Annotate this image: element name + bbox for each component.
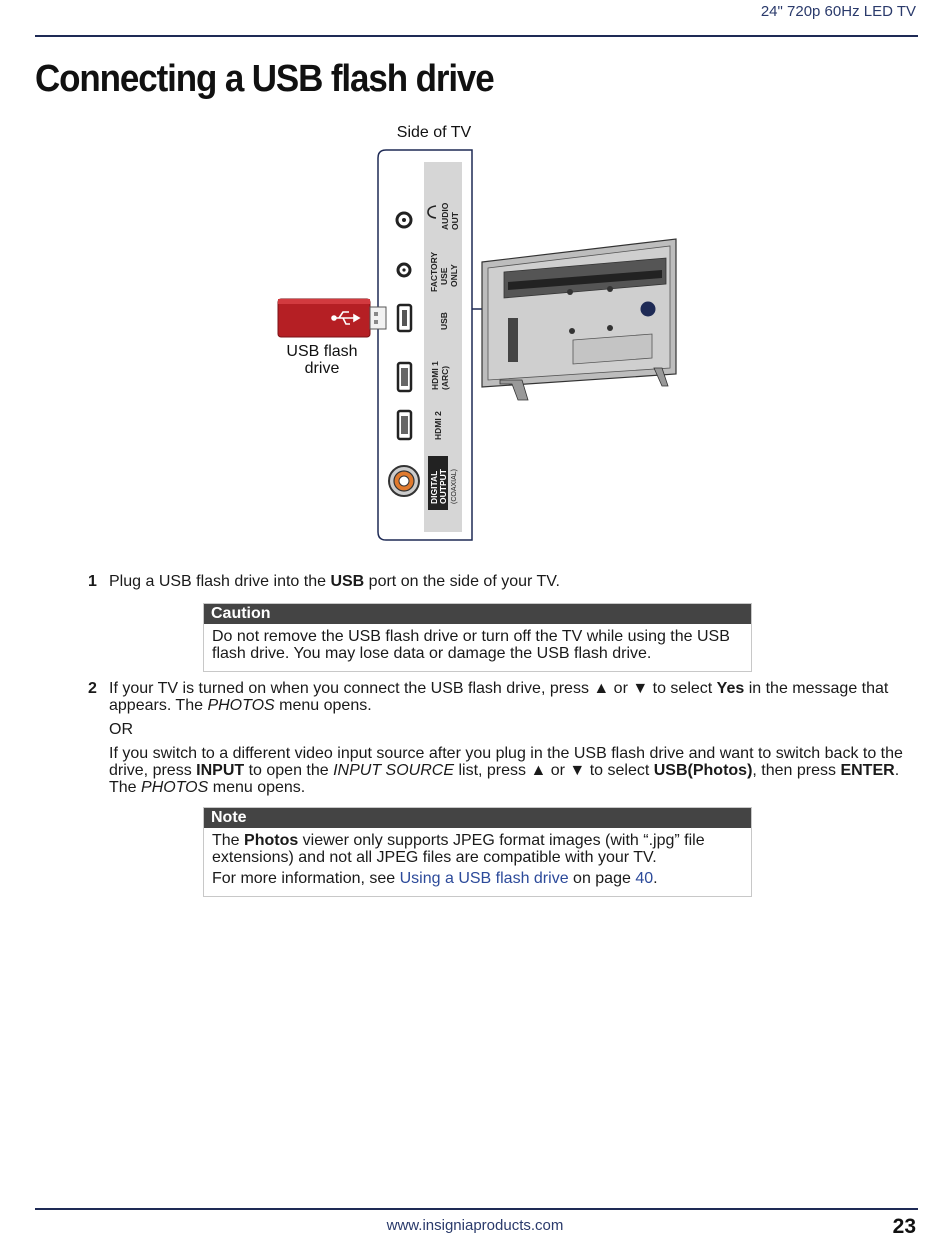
header-rule — [35, 35, 918, 37]
tv-rear-illustration — [482, 239, 676, 400]
page-title: Connecting a USB flash drive — [35, 58, 494, 100]
note-reference: For more information, see Using a USB flash drive on page 40. — [212, 870, 658, 887]
footer-rule — [35, 1208, 918, 1210]
usb-label: USB — [439, 312, 449, 330]
note-box — [203, 807, 752, 897]
digital-output-label: DIGITALOUTPUT — [429, 469, 448, 504]
note-heading: Note — [204, 808, 751, 828]
audio-out-label: AUDIOOUT — [440, 202, 460, 230]
hdmi2-label: HDMI 2 — [433, 411, 443, 440]
step-number: 1 — [88, 573, 97, 590]
usb-location-marker — [641, 302, 656, 317]
caution-heading: Caution — [204, 604, 751, 624]
caution-box — [203, 603, 752, 672]
page-number: 23 — [892, 1215, 916, 1238]
page-40-link[interactable]: 40 — [635, 870, 654, 887]
usb-flash-drive — [278, 299, 386, 337]
factory-label: FACTORYUSEONLY — [429, 251, 459, 292]
usb-flash-drive-link[interactable]: Using a USB flash drive — [399, 870, 569, 887]
step-2-or: OR — [109, 721, 133, 738]
step-2-paragraph-1: If your TV is turned on when you connect the USB flash drive, press ▲ or ▼ to select Yes in the message that appears. The PHOTOS menu opens. — [109, 680, 889, 714]
note-text: The Photos viewer only supports JPEG format images (with “.jpg” file extensions) and not all JPEG files are compatible with your TV. — [212, 832, 705, 866]
usb-flash-drive-label: USB flash drive — [286, 343, 358, 377]
side-of-tv-label: Side of TV — [396, 124, 472, 141]
usb-port-name: USB — [330, 573, 365, 590]
connection-figure — [270, 122, 690, 550]
step-2-paragraph-2: If you switch to a different video input source after you plug in the USB flash drive and want to switch back to the drive, press INPUT to open the INPUT SOURCE list, press ▲ or ▼ to select USB(Photos), then press ENTER. The PHOTOS menu opens. — [109, 745, 903, 796]
step-number: 2 — [88, 680, 97, 697]
svg-text:(COAXIAL): (COAXIAL) — [451, 468, 458, 504]
header-model: 24" 720p 60Hz LED TV — [760, 3, 916, 20]
side-panel-illustration — [270, 122, 690, 550]
hdmi1-label: HDMI 1(ARC) — [430, 361, 450, 390]
footer-url: www.insigniaproducts.com — [386, 1217, 564, 1234]
caution-text: Do not remove the USB flash drive or turn off the TV while using the USB flash drive. You may lose data or damage the USB flash drive. — [212, 628, 730, 662]
